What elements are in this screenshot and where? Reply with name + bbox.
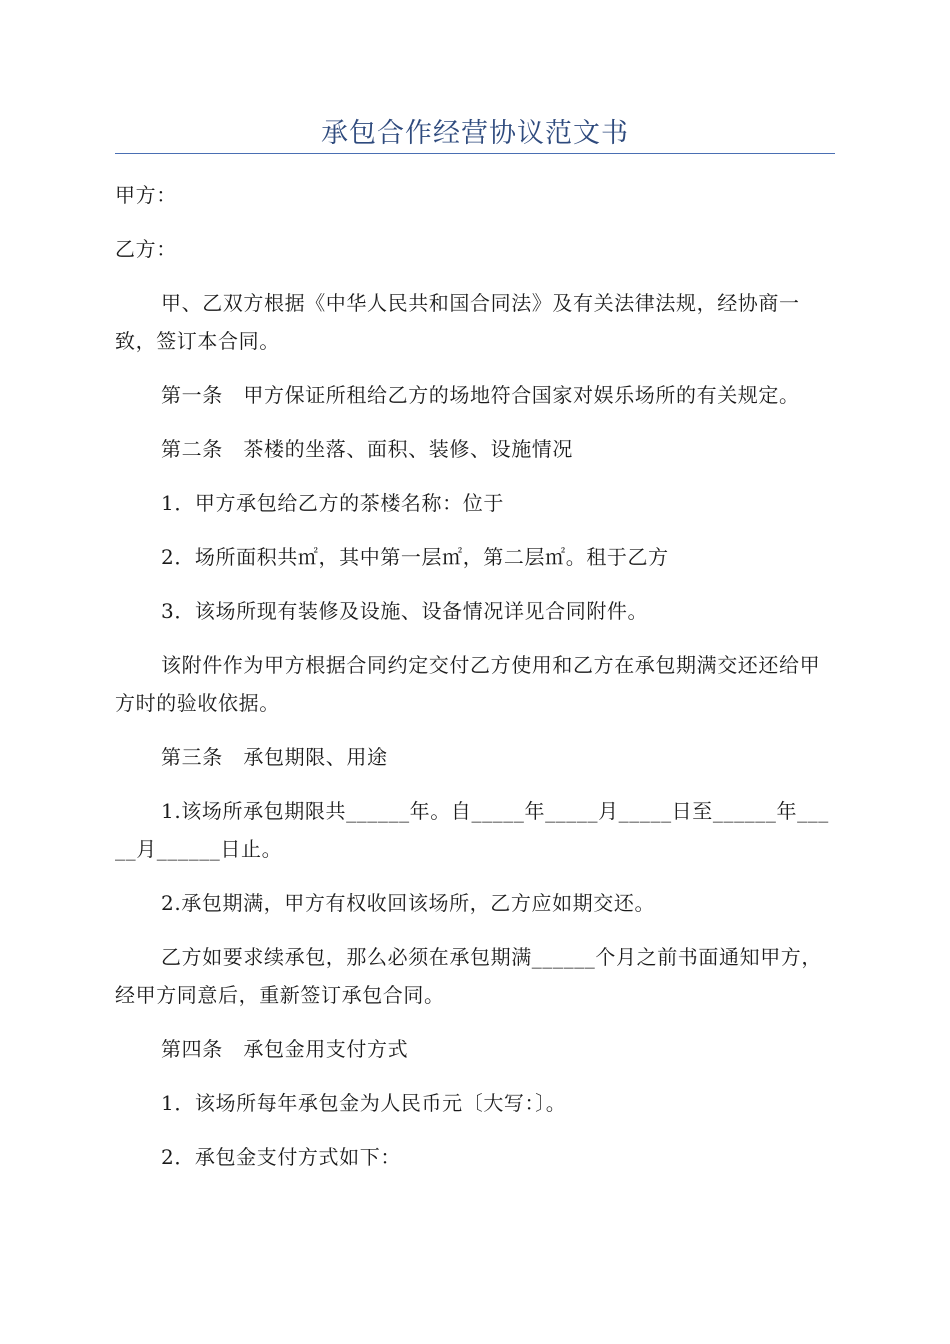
article-3-item-2: 2.承包期满，甲方有权收回该场所，乙方应如期交还。 bbox=[161, 891, 656, 915]
article-3-item-1: 1.该场所承包期限共______年。自_____年_____月_____日至______年_____月______日止。 bbox=[115, 799, 829, 861]
article-2-item-2: 2．场所面积共㎡，其中第一层㎡，第二层㎡。租于乙方 bbox=[161, 545, 669, 569]
article-4-heading: 第四条 承包金用支付方式 bbox=[161, 1037, 409, 1061]
title-underline bbox=[115, 153, 835, 154]
article-4-item-2: 2．承包金支付方式如下： bbox=[161, 1145, 401, 1169]
article-2-heading: 第二条 茶楼的坐落、面积、装修、设施情况 bbox=[161, 437, 573, 461]
article-2-item-3: 3．该场所现有装修及设施、设备情况详见合同附件。 bbox=[161, 599, 649, 623]
preamble-paragraph: 甲、乙双方根据《中华人民共和国合同法》及有关法律法规，经协商一致，签订本合同。 bbox=[115, 291, 800, 353]
document-title: 承包合作经营协议范文书 bbox=[321, 118, 629, 149]
attachment-paragraph: 该附件作为甲方根据合同约定交付乙方使用和乙方在承包期满交还还给甲方时的验收依据。 bbox=[115, 653, 821, 715]
party-b-label: 乙方： bbox=[115, 237, 177, 261]
article-2-item-1: 1．甲方承包给乙方的茶楼名称：位于 bbox=[161, 491, 504, 515]
article-1-paragraph: 第一条 甲方保证所租给乙方的场地符合国家对娱乐场所的有关规定。 bbox=[161, 383, 800, 407]
article-4-item-1: 1．该场所每年承包金为人民币元〔大写：〕。 bbox=[161, 1091, 567, 1115]
article-3-heading: 第三条 承包期限、用途 bbox=[161, 745, 388, 769]
renewal-paragraph: 乙方如要求续承包，那么必须在承包期满______个月之前书面通知甲方，经甲方同意后，重新签订承包合同。 bbox=[115, 945, 822, 1007]
document-body bbox=[115, 176, 835, 1192]
party-a-label: 甲方： bbox=[115, 183, 177, 207]
